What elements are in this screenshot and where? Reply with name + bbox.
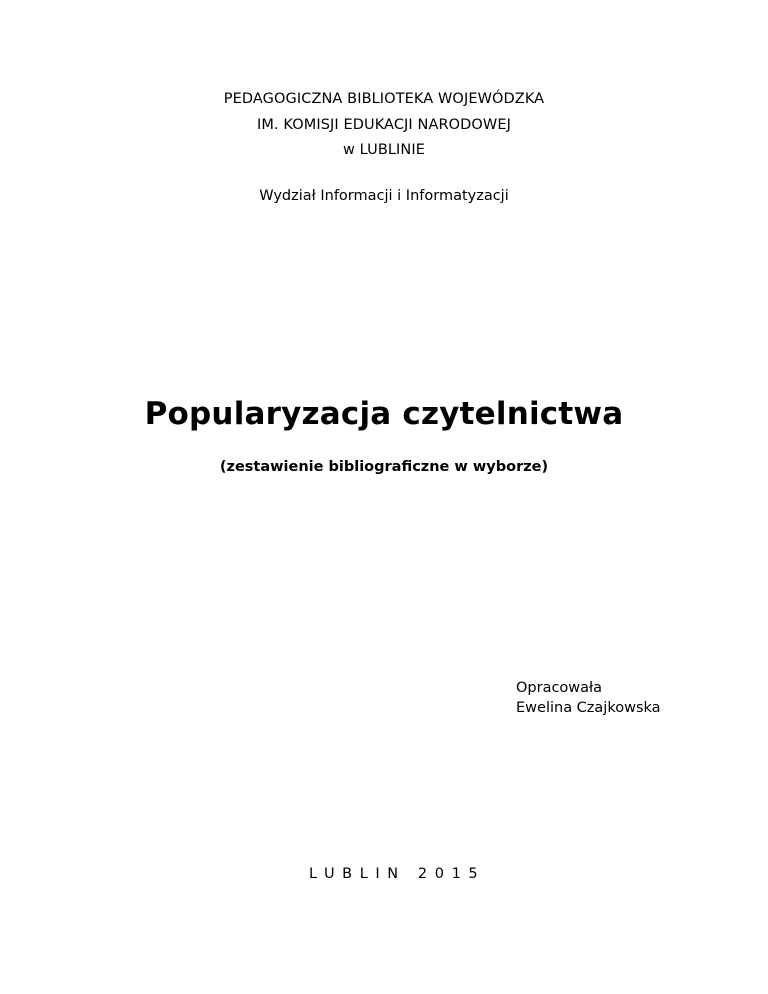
author-label: Opracowała <box>516 680 603 696</box>
document-title: Popularyzacja czytelnictwa <box>144 396 624 432</box>
author-name: Ewelina Czajkowska <box>516 700 661 716</box>
institution-city-line: w LUBLINIE <box>342 142 426 158</box>
institution-name-line-2: IM. KOMISJI EDUKACJI NARODOWEJ <box>256 117 512 133</box>
author-block <box>516 678 661 718</box>
institution-name-line-1: PEDAGOGICZNA BIBLIOTEKA WOJEWÓDZKA <box>223 91 545 107</box>
document-subtitle: (zestawienie bibliograficzne w wyborze) <box>219 459 549 475</box>
department-name: Wydział Informacji i Informatyzacji <box>259 188 509 204</box>
place-and-year: LUBLIN 2015 <box>309 866 486 882</box>
